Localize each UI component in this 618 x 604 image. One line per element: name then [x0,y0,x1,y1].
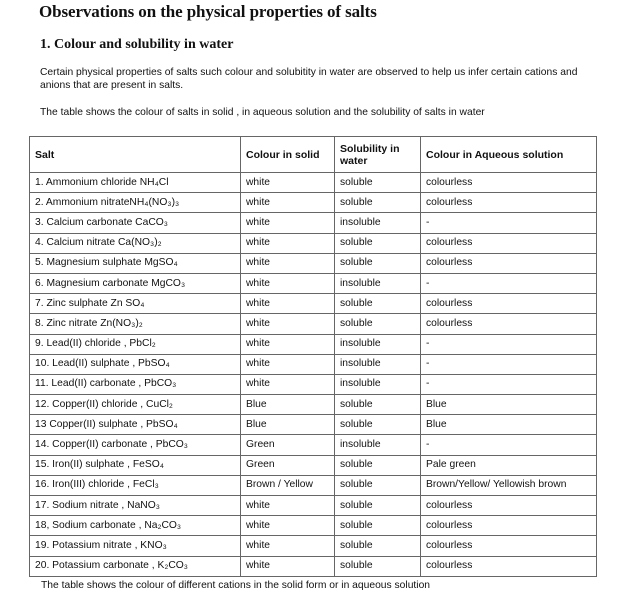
salt-cell: 12. Copper(II) chloride , CuCl₂ [30,395,241,415]
colour-in-solid-cell: white [241,294,335,314]
table-row [30,475,597,495]
table-row [30,374,597,394]
aqueous-colour-cell: colourless [421,294,597,314]
header-solubility-in-water: Solubility in water [335,137,421,173]
colour-in-solid-cell: white [241,253,335,273]
colour-in-solid-cell: white [241,233,335,253]
table-row [30,556,597,576]
aqueous-colour-cell: Brown/Yellow/ Yellowish brown [421,475,597,495]
aqueous-colour-cell: colourless [421,233,597,253]
salt-cell: 3. Calcium carbonate CaCO₃ [30,213,241,233]
table-row [30,334,597,354]
table-row [30,273,597,293]
colour-in-solid-cell: Brown / Yellow [241,475,335,495]
aqueous-colour-cell: colourless [421,193,597,213]
salt-cell: 7. Zinc sulphate Zn SO₄ [30,294,241,314]
intro-paragraph: Certain physical properties of salts such colour and solubitity in water are observed to help us infer certain cations and anions that are present in salts. [40,67,578,91]
colour-in-solid-cell: white [241,536,335,556]
solubility-cell: soluble [335,173,421,193]
document-title: Observations on the physical properties of salts [39,2,377,21]
table-body [30,173,597,577]
table-row [30,253,597,273]
footer-note: The table shows the colour of different cations in the solid form or in aqueous solution [41,580,431,591]
section-heading: 1. Colour and solubility in water [40,37,234,52]
solubility-cell: soluble [335,253,421,273]
salt-cell: 6. Magnesium carbonate MgCO₃ [30,273,241,293]
aqueous-colour-cell: - [421,334,597,354]
header-colour-in-solid: Colour in solid [241,137,335,173]
aqueous-colour-cell: colourless [421,253,597,273]
salt-cell: 11. Lead(II) carbonate , PbCO₃ [30,374,241,394]
aqueous-colour-cell: colourless [421,314,597,334]
aqueous-colour-cell: Blue [421,415,597,435]
salt-cell: 18, Sodium carbonate , Na₂CO₃ [30,516,241,536]
colour-in-solid-cell: white [241,193,335,213]
salt-cell: 9. Lead(II) chloride , PbCl₂ [30,334,241,354]
salt-cell: 20. Potassium carbonate , K₂CO₃ [30,556,241,576]
solubility-cell: insoluble [335,435,421,455]
colour-in-solid-cell: white [241,314,335,334]
solubility-cell: insoluble [335,334,421,354]
salt-cell: 8. Zinc nitrate Zn(NO₃)₂ [30,314,241,334]
table-row [30,233,597,253]
table-row [30,516,597,536]
table-row [30,536,597,556]
solubility-cell: insoluble [335,354,421,374]
header-colour-in-aqueous-solution: Colour in Aqueous solution [421,137,597,173]
salt-cell: 4. Calcium nitrate Ca(NO₃)₂ [30,233,241,253]
solubility-cell: soluble [335,516,421,536]
table-row [30,455,597,475]
aqueous-colour-cell: - [421,354,597,374]
salt-cell: 19. Potassium nitrate , KNO₃ [30,536,241,556]
aqueous-colour-cell: - [421,213,597,233]
colour-in-solid-cell: white [241,273,335,293]
colour-in-solid-cell: Blue [241,395,335,415]
solubility-cell: soluble [335,294,421,314]
salt-cell: 2. Ammonium nitrateNH₄(NO₃)₃ [30,193,241,213]
aqueous-colour-cell: colourless [421,556,597,576]
aqueous-colour-cell: colourless [421,496,597,516]
solubility-cell: soluble [335,314,421,334]
solubility-cell: soluble [335,233,421,253]
solubility-cell: soluble [335,193,421,213]
aqueous-colour-cell: - [421,273,597,293]
solubility-cell: insoluble [335,374,421,394]
solubility-cell: soluble [335,455,421,475]
table-row [30,435,597,455]
table-row [30,173,597,193]
table-caption: The table shows the colour of salts in solid , in aqueous solution and the solubility of salts in water [40,107,485,118]
solubility-cell: soluble [335,475,421,495]
aqueous-colour-cell: - [421,374,597,394]
salt-cell: 16. Iron(III) chloride , FeCl₃ [30,475,241,495]
header-salt: Salt [30,137,241,173]
aqueous-colour-cell: - [421,435,597,455]
aqueous-colour-cell: colourless [421,516,597,536]
solubility-cell: soluble [335,496,421,516]
table-row [30,314,597,334]
table-row [30,354,597,374]
solubility-cell: soluble [335,536,421,556]
table-row [30,415,597,435]
solubility-cell: soluble [335,415,421,435]
colour-in-solid-cell: white [241,173,335,193]
solubility-cell: soluble [335,556,421,576]
table-row [30,193,597,213]
aqueous-colour-cell: colourless [421,536,597,556]
salt-cell: 13 Copper(II) sulphate , PbSO₄ [30,415,241,435]
colour-in-solid-cell: Green [241,435,335,455]
salt-cell: 5. Magnesium sulphate MgSO₄ [30,253,241,273]
salt-cell: 17. Sodium nitrate , NaNO₃ [30,496,241,516]
table-header-row [30,137,597,173]
salt-cell: 15. Iron(II) sulphate , FeSO₄ [30,455,241,475]
table-row [30,213,597,233]
solubility-cell: insoluble [335,273,421,293]
salt-cell: 10. Lead(II) sulphate , PbSO₄ [30,354,241,374]
table-row [30,496,597,516]
colour-in-solid-cell: Blue [241,415,335,435]
solubility-cell: insoluble [335,213,421,233]
colour-in-solid-cell: white [241,354,335,374]
colour-in-solid-cell: white [241,556,335,576]
table-row [30,294,597,314]
colour-in-solid-cell: white [241,516,335,536]
colour-in-solid-cell: white [241,496,335,516]
colour-in-solid-cell: white [241,213,335,233]
aqueous-colour-cell: Blue [421,395,597,415]
aqueous-colour-cell: colourless [421,173,597,193]
colour-in-solid-cell: white [241,334,335,354]
salt-cell: 1. Ammonium chloride NH₄Cl [30,173,241,193]
salts-table [29,136,597,577]
salt-cell: 14. Copper(II) carbonate , PbCO₃ [30,435,241,455]
solubility-cell: soluble [335,395,421,415]
colour-in-solid-cell: Green [241,455,335,475]
colour-in-solid-cell: white [241,374,335,394]
table-row [30,395,597,415]
aqueous-colour-cell: Pale green [421,455,597,475]
